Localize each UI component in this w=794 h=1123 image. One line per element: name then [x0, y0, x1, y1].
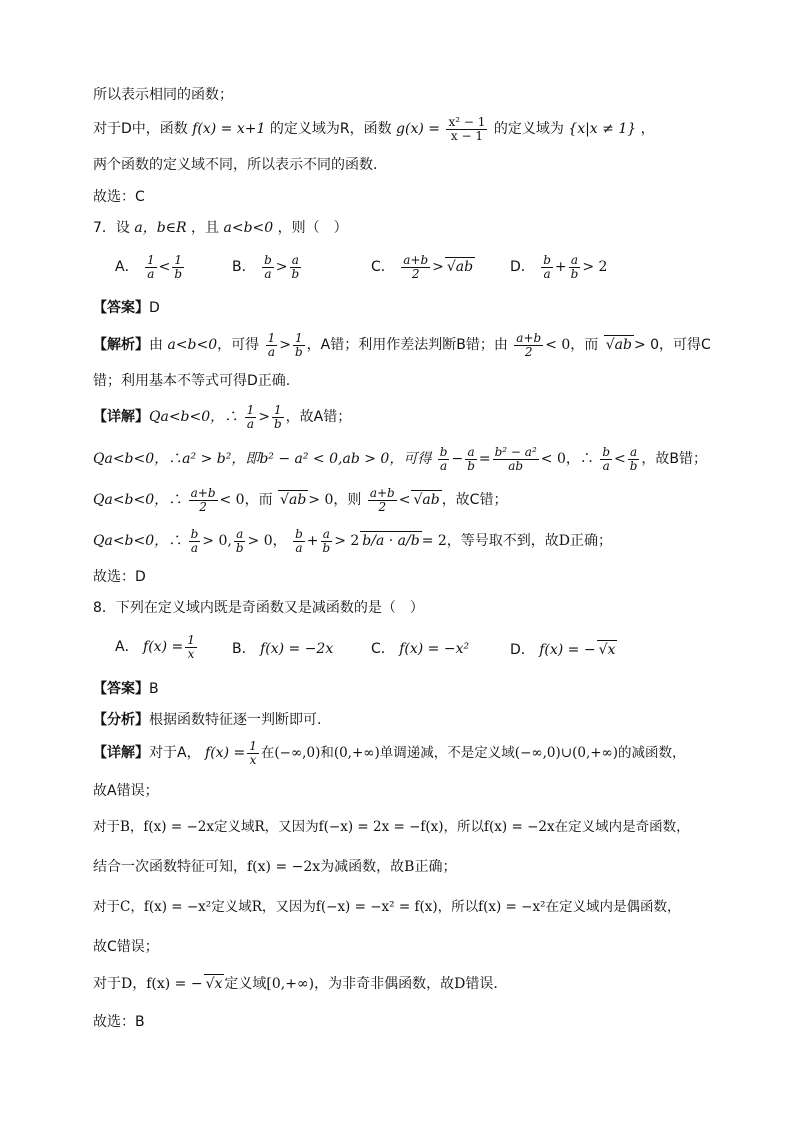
numerator: 1	[249, 739, 257, 753]
text-line	[93, 86, 233, 105]
sqrt: √ab	[280, 492, 307, 509]
numerator: a	[322, 527, 330, 541]
text: D	[149, 300, 160, 316]
detail-8-line-7	[93, 974, 498, 994]
denominator: a	[264, 266, 272, 281]
denominator: x − 1	[450, 128, 483, 143]
numerator: a	[570, 253, 579, 267]
text: > 0，可得C	[633, 337, 711, 354]
denominator: b	[235, 540, 244, 555]
fraction	[438, 446, 450, 472]
option-label: B．	[232, 641, 256, 657]
operator: =	[478, 451, 491, 468]
sqrt: √ab	[446, 259, 474, 276]
text: = 2，等号取不到，故D正确；	[421, 533, 612, 550]
fraction	[514, 332, 543, 358]
tag: 【答案】	[93, 681, 149, 697]
denominator: a	[147, 266, 155, 281]
denominator: a	[295, 540, 303, 555]
denominator: 2	[199, 499, 207, 514]
text: 故C错误；	[93, 939, 159, 955]
text: > 0，	[247, 533, 287, 550]
fraction	[569, 254, 581, 280]
denominator: a	[190, 540, 199, 555]
tag: 【详解】	[93, 409, 149, 426]
text: ，故C错；	[441, 492, 508, 509]
numerator: 1	[246, 403, 255, 417]
text: > 0，则	[308, 492, 362, 509]
numerator: b	[295, 527, 303, 541]
formula: {x|x ≠ 1}	[568, 121, 637, 138]
answer-8	[93, 680, 159, 699]
radicand: ab	[455, 259, 474, 276]
radicand: x	[607, 642, 616, 658]
formula: a<b<0	[167, 337, 218, 354]
text-line	[93, 782, 159, 801]
text: 由	[149, 337, 163, 354]
fraction	[289, 254, 301, 280]
operator: <	[158, 259, 171, 276]
tag: 【分析】	[93, 712, 149, 728]
text: ，	[640, 121, 655, 138]
text-line	[93, 188, 145, 207]
numerator: a	[630, 445, 638, 459]
radicand: ab	[614, 337, 632, 354]
q7-option-d	[510, 254, 607, 280]
text-line	[93, 1013, 145, 1032]
text: ，可得	[217, 337, 260, 354]
text: 故选：D	[93, 569, 146, 585]
text-line	[93, 372, 290, 391]
text: 对于D，f(x) = −	[93, 976, 203, 992]
numerator: 1	[267, 331, 276, 345]
denominator: a	[543, 266, 551, 281]
text: 对于C，f(x) = −x²定义域R，又因为f(−x) = −x² = f(x)，所以f(x) = −x²在定义域内是偶函数，	[93, 899, 681, 915]
detail-7-line-1	[93, 404, 351, 430]
numerator: a+b	[516, 331, 542, 345]
fraction	[600, 446, 612, 472]
radicand: ab	[422, 492, 440, 509]
numerator: b	[439, 445, 448, 459]
radicand: x	[214, 976, 223, 992]
text: > 2	[334, 533, 360, 550]
denominator: 2	[378, 499, 387, 514]
text: 结合一次函数特征可知，f(x) = −2x为减函数，故B正确；	[93, 859, 457, 875]
analysis-8	[93, 711, 321, 730]
denominator: b	[273, 416, 282, 431]
denominator: b	[322, 540, 331, 555]
formula: f(x) = −2x	[260, 641, 334, 657]
formula: Qa<b<0，∴	[93, 533, 183, 550]
q7-option-b	[232, 254, 303, 280]
fraction	[145, 254, 157, 280]
numerator: a	[236, 527, 244, 541]
q8-option-a	[115, 634, 199, 660]
text: ，则（ ）	[277, 220, 348, 236]
option-label: C．	[371, 259, 395, 276]
numerator: 1	[294, 331, 303, 345]
detail-8-line-3	[93, 818, 690, 837]
denominator: 2	[411, 266, 420, 281]
operator: −	[451, 451, 464, 468]
operator: > 2	[582, 259, 608, 276]
text-line	[93, 938, 159, 957]
numerator: a+b	[369, 486, 395, 500]
text: B	[149, 681, 159, 697]
fraction	[465, 446, 477, 472]
fraction	[245, 404, 257, 430]
q7-option-a	[115, 254, 186, 280]
numerator: x² − 1	[448, 115, 486, 129]
detail-8-line-4	[93, 858, 456, 877]
text-line	[93, 568, 146, 587]
text: 故选：B	[93, 1014, 145, 1030]
denominator: a	[246, 416, 254, 431]
numerator: a+b	[403, 253, 429, 267]
answer-7	[93, 299, 160, 318]
denominator: a	[267, 344, 275, 359]
text: 两个函数的定义域不同，所以表示不同的函数.	[93, 157, 378, 173]
fraction	[493, 446, 539, 472]
fraction	[266, 332, 278, 358]
text: 对于A，	[149, 745, 201, 762]
option-label: D．	[510, 259, 535, 276]
formula: f(x) = −x²	[399, 641, 470, 657]
text: 对于B，f(x) = −2x定义域R，又因为f(−x) = 2x = −f(x)，所以f(x) = −2x在定义域内是奇函数，	[93, 819, 690, 835]
formula: f(x) =	[143, 639, 184, 656]
numerator: b	[602, 445, 610, 459]
tag: 【解析】	[93, 337, 149, 354]
sqrt: √x	[205, 976, 223, 992]
text: ，故A错；	[285, 409, 352, 426]
text: > 0,	[202, 533, 232, 550]
radicand: b/a · a/b	[362, 533, 420, 550]
text: ，A错；利用作差法判断B错；由	[306, 337, 508, 354]
numerator: a	[467, 445, 475, 459]
formula: a，b∈R	[134, 220, 187, 236]
sqrt	[360, 531, 421, 551]
text: 在(−∞,0)和(0,+∞)单调递减，不是定义域(−∞,0)∪(0,+∞)的减函数，	[260, 745, 686, 762]
denominator: 2	[524, 344, 533, 359]
operator: +	[554, 259, 567, 276]
operator: >	[279, 337, 291, 354]
fraction	[401, 254, 430, 280]
text: 错；利用基本不等式可得D正确.	[93, 373, 291, 389]
detail-8-line-5	[93, 898, 680, 917]
detail-7-line-4	[93, 528, 612, 554]
formula: a<b<0	[223, 220, 274, 236]
numerator: 1	[147, 253, 155, 267]
fraction	[234, 528, 246, 554]
fraction	[368, 487, 397, 513]
text: 的定义域为	[493, 121, 564, 138]
numerator: a	[291, 253, 299, 267]
formula: f(x) = x+1	[192, 121, 266, 138]
operator: <	[614, 451, 626, 468]
text: 对于D中，函数	[93, 121, 188, 138]
numerator: 1	[274, 403, 282, 417]
option-label: A．	[115, 259, 139, 276]
q8-option-c	[371, 640, 469, 659]
sqrt: √ab	[413, 492, 440, 509]
text: < 0，而	[545, 337, 599, 354]
operator: >	[275, 259, 288, 276]
text: 7．设	[93, 220, 130, 236]
denominator: x	[249, 752, 257, 767]
denominator: b	[629, 458, 638, 473]
fraction	[541, 254, 553, 280]
text-line	[93, 116, 655, 142]
text: 8．下列在定义域内既是奇函数又是减函数的是（ ）	[93, 600, 424, 616]
sqrt: √x	[598, 642, 616, 658]
fraction	[185, 634, 197, 660]
formula: f(x) =	[205, 745, 246, 762]
text: 所以表示相同的函数；	[93, 87, 233, 103]
q8-option-b	[232, 640, 333, 659]
tag: 【详解】	[93, 745, 149, 762]
numerator: b² − a²	[494, 445, 537, 459]
formula: Qa<b<0，∴a² > b²，即b² − a² < 0,ab > 0，可得	[93, 451, 432, 468]
fraction	[262, 254, 274, 280]
option-label: B．	[232, 259, 256, 276]
fraction	[247, 740, 259, 766]
option-label: A．	[115, 639, 139, 656]
sqrt: √ab	[605, 337, 632, 354]
analysis-7	[93, 332, 711, 358]
numerator: b	[543, 253, 551, 267]
text: 根据函数特征逐一判断即可.	[149, 712, 322, 728]
fraction	[293, 332, 305, 358]
text: 定义域[0,+∞)，为非奇非偶函数，故D错误.	[224, 976, 498, 992]
text: ，且	[191, 220, 220, 236]
denominator: a	[440, 458, 448, 473]
text: < 0，∴	[540, 451, 594, 468]
operator: +	[306, 533, 319, 550]
detail-8-line-1	[93, 740, 686, 766]
detail-7-line-2	[93, 446, 707, 472]
numerator: b	[190, 527, 199, 541]
fraction	[321, 528, 333, 554]
fraction	[293, 528, 305, 554]
fraction	[189, 487, 218, 513]
denominator: a	[602, 458, 610, 473]
numerator: 1	[187, 633, 195, 647]
tag: 【答案】	[93, 300, 149, 316]
fraction	[628, 446, 640, 472]
text: 的定义域为R，函数	[269, 121, 392, 138]
text: 故选：C	[93, 189, 145, 205]
radicand: ab	[288, 492, 307, 509]
denominator: b	[291, 266, 300, 281]
text: 故A错误；	[93, 783, 159, 799]
fraction	[446, 116, 487, 142]
denominator: ab	[508, 458, 524, 473]
numerator: b	[264, 253, 272, 267]
formula: Qa<b<0，∴	[93, 492, 183, 509]
text: ，故B错；	[641, 451, 708, 468]
formula: f(x) = −	[539, 642, 596, 658]
q7-option-c	[371, 254, 475, 280]
denominator: b	[294, 344, 303, 359]
text: < 0，而	[219, 492, 273, 509]
fraction	[172, 254, 184, 280]
denominator: b	[174, 266, 183, 281]
denominator: b	[570, 266, 579, 281]
q8-option-d	[510, 640, 617, 660]
denominator: b	[467, 458, 475, 473]
option-label: C．	[371, 641, 395, 657]
formula: Qa<b<0，∴	[149, 409, 239, 426]
numerator: a+b	[190, 486, 216, 500]
detail-7-line-3	[93, 487, 507, 513]
operator: >	[258, 409, 270, 426]
option-label: D．	[510, 642, 535, 658]
operator: >	[432, 259, 444, 276]
operator: <	[398, 492, 411, 509]
denominator: x	[187, 646, 195, 661]
fraction	[189, 528, 201, 554]
question-8	[93, 599, 424, 618]
fraction	[272, 404, 284, 430]
numerator: 1	[174, 253, 183, 267]
question-7	[93, 219, 348, 238]
formula: g(x) =	[396, 121, 441, 138]
text-line	[93, 156, 377, 175]
